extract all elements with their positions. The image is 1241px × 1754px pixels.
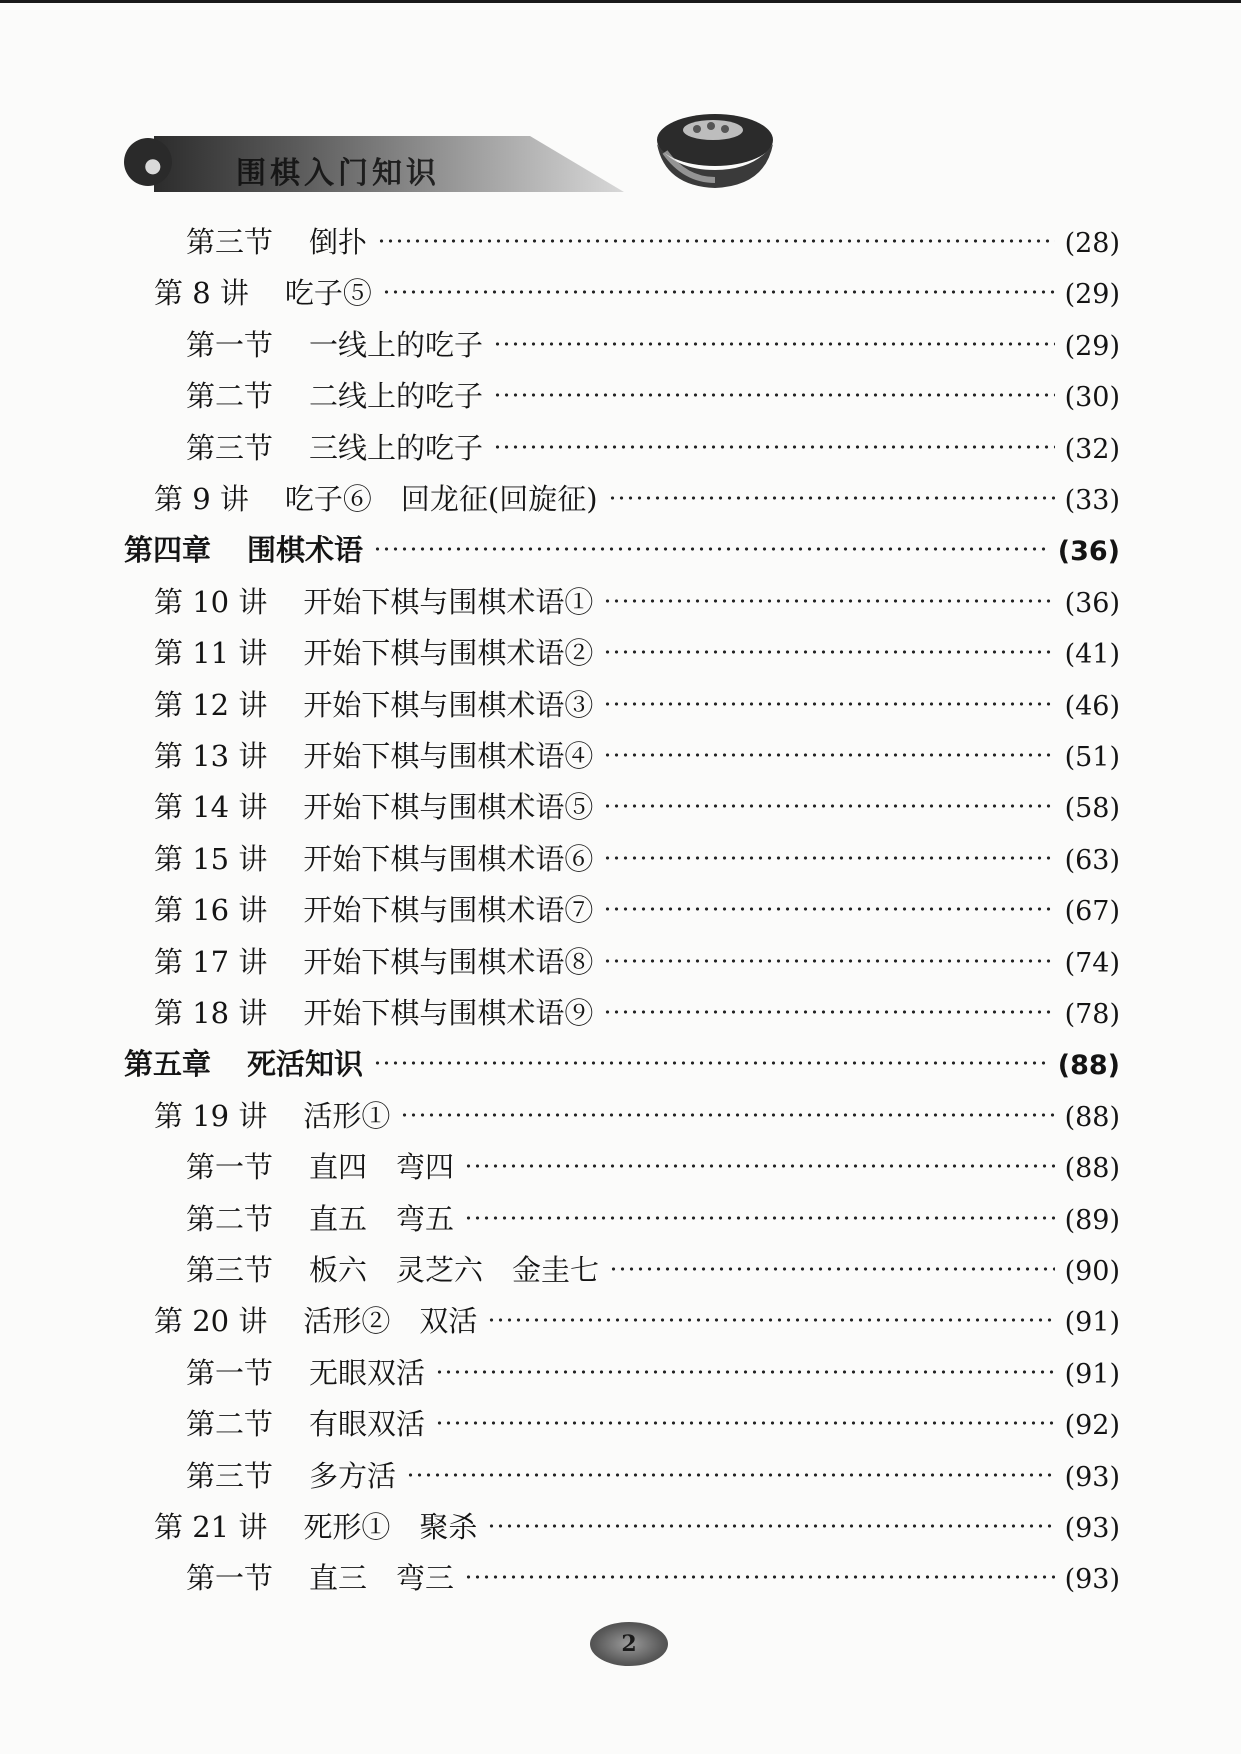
toc-page-number: (74)	[1064, 948, 1120, 979]
toc-title: 无眼双活	[309, 1356, 426, 1390]
toc-section	[186, 1145, 1120, 1186]
toc-lecture	[154, 271, 1120, 312]
toc-number: 第 20 讲	[154, 1304, 268, 1338]
toc-leader-dots	[603, 599, 1054, 603]
toc-lecture	[154, 1299, 1120, 1340]
toc-number: 第一节	[186, 1561, 274, 1595]
toc-title: 开始下棋与围棋术语③	[303, 688, 594, 722]
toc-title: 开始下棋与围棋术语④	[303, 739, 594, 773]
toc-lecture	[154, 785, 1120, 826]
toc-title: 直五 弯五	[309, 1202, 455, 1236]
toc-leader-dots	[400, 1113, 1054, 1117]
toc-title: 板六 灵芝六 金圭七	[309, 1253, 600, 1287]
toc-page-number: (58)	[1064, 793, 1120, 824]
toc-number: 第五章	[124, 1047, 212, 1081]
toc-leader-dots	[603, 959, 1054, 963]
toc-leader-dots	[603, 907, 1054, 911]
toc-lecture	[154, 1094, 1120, 1135]
toc-title: 倒扑	[309, 225, 368, 259]
toc-page-number: (63)	[1064, 845, 1120, 876]
toc-lecture	[154, 683, 1120, 724]
toc-title: 开始下棋与围棋术语②	[303, 636, 594, 670]
top-border-line	[0, 0, 1241, 3]
toc-title: 开始下棋与围棋术语⑤	[303, 790, 594, 824]
toc-chapter	[124, 1042, 1120, 1083]
header-title: 围棋入门知识	[236, 156, 440, 191]
toc-page-number: (41)	[1064, 639, 1120, 670]
toc-title: 活形② 双活	[303, 1304, 478, 1338]
toc-leader-dots	[373, 1061, 1048, 1065]
toc-title: 多方活	[309, 1459, 397, 1493]
toc-leader-dots	[406, 1473, 1055, 1477]
toc-page-number: (29)	[1064, 279, 1120, 310]
toc-leader-dots	[603, 650, 1054, 654]
toc-number: 第 9 讲	[154, 482, 249, 516]
toc-page-number: (90)	[1064, 1256, 1120, 1287]
toc-chapter	[124, 528, 1120, 569]
toc-lecture	[154, 734, 1120, 775]
toc-section	[186, 323, 1120, 364]
go-bowl-icon	[645, 100, 785, 196]
toc-number: 第 16 讲	[154, 893, 268, 927]
toc-page-number: (88)	[1064, 1102, 1120, 1133]
toc-leader-dots	[487, 1524, 1054, 1528]
toc-page-number: (36)	[1057, 536, 1120, 567]
toc-lecture	[154, 888, 1120, 929]
toc-section	[186, 1351, 1120, 1392]
toc-title: 开始下棋与围棋术语⑧	[303, 945, 594, 979]
toc-title: 死活知识	[247, 1047, 364, 1081]
toc-title: 二线上的吃子	[309, 379, 484, 413]
toc-leader-dots	[603, 753, 1054, 757]
toc-leader-dots	[608, 496, 1055, 500]
toc-number: 第 14 讲	[154, 790, 268, 824]
toc-page-number: (36)	[1064, 588, 1120, 619]
toc-leader-dots	[603, 856, 1054, 860]
toc-leader-dots	[493, 393, 1055, 397]
toc-number: 第 8 讲	[154, 276, 249, 310]
toc-number: 第二节	[186, 379, 274, 413]
toc-number: 第 13 讲	[154, 739, 268, 773]
toc-leader-dots	[435, 1370, 1055, 1374]
toc-section	[186, 220, 1120, 261]
toc-number: 第 11 讲	[154, 636, 268, 670]
toc-section	[186, 1556, 1120, 1597]
toc-leader-dots	[609, 1267, 1055, 1271]
toc-title: 开始下棋与围棋术语①	[303, 585, 594, 619]
toc-title: 吃子⑤	[284, 276, 372, 310]
toc-number: 第三节	[186, 1459, 274, 1493]
toc-leader-dots	[603, 702, 1054, 706]
toc-page-number: (88)	[1064, 1153, 1120, 1184]
toc-lecture	[154, 1505, 1120, 1546]
toc-page-number: (93)	[1064, 1462, 1120, 1493]
toc-leader-dots	[373, 547, 1048, 551]
toc-lecture	[154, 631, 1120, 672]
toc-number: 第 12 讲	[154, 688, 268, 722]
toc-leader-dots	[493, 445, 1055, 449]
toc-page-number: (91)	[1064, 1307, 1120, 1338]
toc-leader-dots	[464, 1575, 1055, 1579]
toc-number: 第二节	[186, 1407, 274, 1441]
toc-lecture	[154, 837, 1120, 878]
toc-section	[186, 1197, 1120, 1238]
toc-number: 第一节	[186, 1150, 274, 1184]
toc-number: 第二节	[186, 1202, 274, 1236]
toc-page-number: (88)	[1057, 1050, 1120, 1081]
running-header	[124, 128, 644, 200]
toc-title: 开始下棋与围棋术语⑦	[303, 893, 594, 927]
toc-page-number: (93)	[1064, 1564, 1120, 1595]
toc-page-number: (46)	[1064, 691, 1120, 722]
toc-number: 第 18 讲	[154, 996, 268, 1030]
toc-number: 第三节	[186, 225, 274, 259]
toc-section	[186, 1454, 1120, 1495]
toc-title: 开始下棋与围棋术语⑥	[303, 842, 594, 876]
toc-section	[186, 426, 1120, 467]
toc-section	[186, 1248, 1120, 1289]
toc-leader-dots	[603, 804, 1054, 808]
toc-title: 有眼双活	[309, 1407, 426, 1441]
toc-number: 第三节	[186, 1253, 274, 1287]
toc-page-number: (92)	[1064, 1410, 1120, 1441]
toc-leader-dots	[464, 1164, 1055, 1168]
toc-number: 第 10 讲	[154, 585, 268, 619]
toc-lecture	[154, 477, 1120, 518]
toc-page-number: (91)	[1064, 1359, 1120, 1390]
toc-leader-dots	[603, 1010, 1054, 1014]
toc-leader-dots	[382, 290, 1055, 294]
toc-section	[186, 1402, 1120, 1443]
toc-page-number: (51)	[1064, 742, 1120, 773]
toc-number: 第三节	[186, 431, 274, 465]
toc-number: 第 19 讲	[154, 1099, 268, 1133]
toc-number: 第四章	[124, 533, 212, 567]
toc-page-number: (30)	[1064, 382, 1120, 413]
toc-number: 第一节	[186, 1356, 274, 1390]
toc-leader-dots	[377, 239, 1055, 243]
toc-lecture	[154, 991, 1120, 1032]
page-number-badge	[590, 1622, 668, 1666]
toc-title: 围棋术语	[247, 533, 364, 567]
toc-number: 第 15 讲	[154, 842, 268, 876]
toc-leader-dots	[487, 1318, 1054, 1322]
toc-lecture	[154, 580, 1120, 621]
toc-lecture	[154, 940, 1120, 981]
toc-page-number: (89)	[1064, 1205, 1120, 1236]
toc-page-number: (28)	[1064, 228, 1120, 259]
toc-leader-dots	[464, 1216, 1055, 1220]
toc-title: 开始下棋与围棋术语⑨	[303, 996, 594, 1030]
toc-page-number: (29)	[1064, 331, 1120, 362]
go-stone-icon	[124, 138, 172, 186]
toc-leader-dots	[493, 342, 1055, 346]
page-number: 2	[621, 1631, 637, 1657]
toc-section	[186, 374, 1120, 415]
toc-page-number: (78)	[1064, 999, 1120, 1030]
toc-title: 一线上的吃子	[309, 328, 484, 362]
toc-page-number: (32)	[1064, 434, 1120, 465]
toc-title: 活形①	[303, 1099, 391, 1133]
toc-leader-dots	[435, 1421, 1055, 1425]
toc-number: 第 21 讲	[154, 1510, 268, 1544]
toc-page-number: (93)	[1064, 1513, 1120, 1544]
toc-title: 吃子⑥ 回龙征(回旋征)	[284, 482, 598, 516]
toc-number: 第 17 讲	[154, 945, 268, 979]
toc-title: 直三 弯三	[309, 1561, 455, 1595]
toc-number: 第一节	[186, 328, 274, 362]
toc-page-number: (33)	[1064, 485, 1120, 516]
toc-title: 死形① 聚杀	[303, 1510, 478, 1544]
toc-title: 三线上的吃子	[309, 431, 484, 465]
toc-title: 直四 弯四	[309, 1150, 455, 1184]
toc-page-number: (67)	[1064, 896, 1120, 927]
